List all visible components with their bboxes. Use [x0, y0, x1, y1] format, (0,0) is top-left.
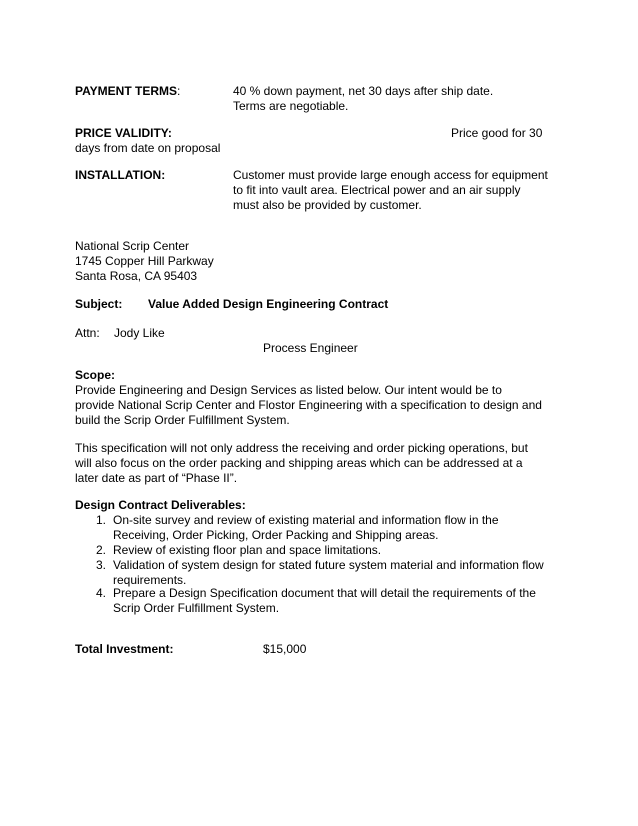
installation-label: INSTALLATION:	[75, 168, 166, 182]
installation-line1: Customer must provide large enough access for equipment	[233, 168, 548, 182]
scope-p2-line1: This specification will not only address the receiving and order picking operations, but	[75, 441, 528, 455]
price-validity-label: PRICE VALIDITY:	[75, 126, 172, 140]
deliverable-line: requirements.	[113, 573, 187, 587]
deliverables-heading: Design Contract Deliverables:	[75, 498, 246, 512]
total-investment-label: Total Investment:	[75, 642, 174, 656]
deliverable-number: 2.	[96, 543, 107, 557]
scope-p2-line2: will also focus on the order packing and shipping areas which can be addressed at a	[75, 456, 523, 470]
deliverable-number: 3.	[96, 558, 107, 572]
subject-value: Value Added Design Engineering Contract	[148, 297, 389, 311]
price-validity-value-part2: days from date on proposal	[75, 141, 221, 155]
payment-terms-line2: Terms are negotiable.	[233, 99, 349, 113]
payment-terms-label-row	[75, 84, 180, 99]
deliverable-line: Scrip Order Fulfillment System.	[113, 601, 280, 615]
deliverable-line: Prepare a Design Specification document that will detail the requirements of the	[113, 586, 536, 600]
total-investment-value: $15,000	[263, 642, 307, 656]
installation-line3: must also be provided by customer.	[233, 198, 422, 212]
deliverable-line: Review of existing floor plan and space limitations.	[113, 543, 382, 557]
address-street: 1745 Copper Hill Parkway	[75, 254, 214, 268]
subject-label: Subject:	[75, 297, 123, 311]
deliverable-number: 4.	[96, 586, 107, 600]
deliverable-line: Receiving, Order Picking, Order Packing and Shipping areas.	[113, 528, 439, 542]
attn-name: Jody Like	[114, 326, 165, 340]
payment-terms-label: PAYMENT TERMS	[75, 84, 178, 98]
scope-p1-line3: build the Scrip Order Fulfillment System.	[75, 413, 290, 427]
address-city: Santa Rosa, CA 95403	[75, 269, 198, 283]
address-name: National Scrip Center	[75, 239, 190, 253]
deliverable-number: 1.	[96, 513, 107, 527]
scope-heading: Scope:	[75, 368, 116, 382]
scope-p1-line2: provide National Scrip Center and Flostor Engineering with a specification to design and	[75, 398, 542, 412]
installation-line2: to fit into vault area. Electrical power and an air supply	[233, 183, 521, 197]
payment-terms-line1: 40 % down payment, net 30 days after ship date.	[233, 84, 494, 98]
scope-p2-line3: later date as part of “Phase II”.	[75, 471, 238, 485]
deliverable-line: Validation of system design for stated future system material and information flow	[113, 558, 544, 572]
scope-p1-line1: Provide Engineering and Design Services as listed below. Our intent would be to	[75, 383, 502, 397]
attn-title: Process Engineer	[263, 341, 358, 355]
payment-terms-colon: :	[177, 84, 181, 98]
attn-label: Attn:	[75, 326, 100, 340]
price-validity-value-part1: Price good for 30	[451, 126, 543, 140]
deliverable-line: On-site survey and review of existing material and information flow in the	[113, 513, 499, 527]
